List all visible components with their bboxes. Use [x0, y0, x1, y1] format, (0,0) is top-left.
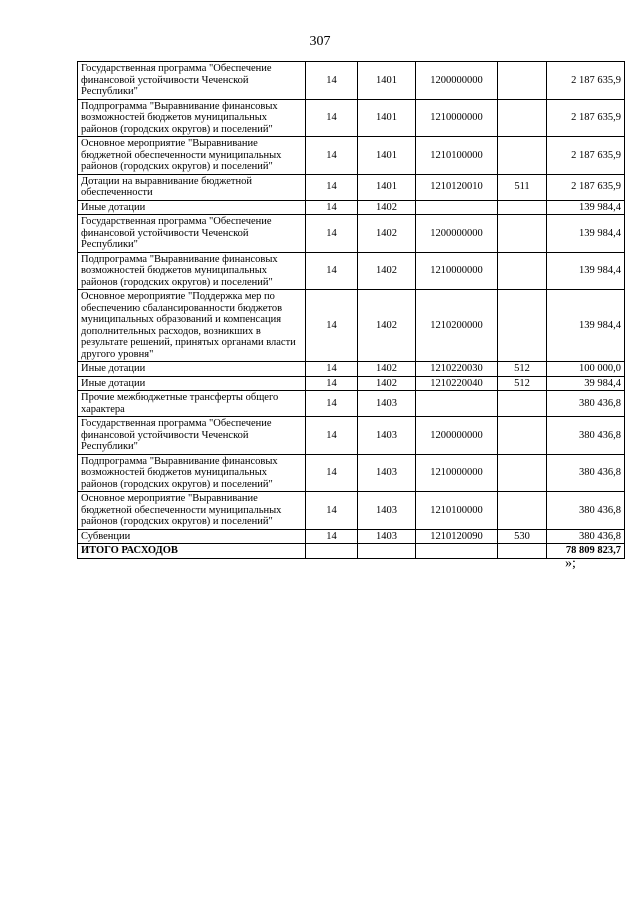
row-subsection-cell: 1402 — [358, 252, 416, 290]
row-name-cell: Иные дотации — [78, 376, 306, 391]
page-number: 307 — [309, 34, 331, 49]
table-row — [78, 99, 625, 137]
row-section-cell: 14 — [306, 391, 358, 417]
row-amount-cell: 2 187 635,9 — [547, 174, 625, 200]
row-name-cell: Государственная программа "Обеспечение финансовой устойчивости Чеченской Республики" — [78, 417, 306, 455]
table-row — [78, 417, 625, 455]
row-section-cell: 14 — [306, 454, 358, 492]
row-amount-cell: 2 187 635,9 — [547, 137, 625, 175]
row-expense-type-cell — [498, 492, 547, 530]
table-row — [78, 492, 625, 530]
row-expense-type-cell — [498, 391, 547, 417]
row-section-cell: 14 — [306, 376, 358, 391]
row-amount-cell: 380 436,8 — [547, 417, 625, 455]
table-row — [78, 290, 625, 362]
row-subsection-cell: 1402 — [358, 200, 416, 215]
table-row — [78, 62, 625, 100]
row-subsection-cell: 1401 — [358, 174, 416, 200]
row-name-cell: Государственная программа "Обеспечение финансовой устойчивости Чеченской Республики" — [78, 62, 306, 100]
total-sum: 78 809 823,7 — [547, 544, 625, 559]
table-row — [78, 137, 625, 175]
row-section-cell: 14 — [306, 99, 358, 137]
row-subsection-cell: 1402 — [358, 376, 416, 391]
row-amount-cell: 100 000,0 — [547, 362, 625, 377]
row-name-cell: Дотации на выравнивание бюджетной обеспеченности — [78, 174, 306, 200]
total-label: ИТОГО РАСХОДОВ — [78, 544, 306, 559]
row-section-cell: 14 — [306, 252, 358, 290]
row-target-article-cell: 1210100000 — [416, 137, 498, 175]
row-expense-type-cell: 512 — [498, 376, 547, 391]
row-subsection-cell: 1401 — [358, 137, 416, 175]
row-subsection-cell: 1402 — [358, 362, 416, 377]
row-target-article-cell: 1210000000 — [416, 454, 498, 492]
row-expense-type-cell — [498, 454, 547, 492]
row-target-article-cell: 1210000000 — [416, 99, 498, 137]
row-amount-cell: 2 187 635,9 — [547, 99, 625, 137]
row-section-cell: 14 — [306, 215, 358, 253]
row-section-cell: 14 — [306, 62, 358, 100]
row-name-cell: Подпрограмма "Выравнивание финансовых возможностей бюджетов муниципальных районов (городских округов) и поселений" — [78, 454, 306, 492]
table-row — [78, 362, 625, 377]
table-row — [78, 454, 625, 492]
table-row — [78, 174, 625, 200]
row-section-cell: 14 — [306, 492, 358, 530]
row-subsection-cell: 1403 — [358, 391, 416, 417]
row-target-article-cell: 1200000000 — [416, 417, 498, 455]
row-expense-type-cell — [498, 417, 547, 455]
row-expense-type-cell: 511 — [498, 174, 547, 200]
row-subsection-cell: 1403 — [358, 492, 416, 530]
row-target-article-cell: 1210200000 — [416, 290, 498, 362]
row-name-cell: Иные дотации — [78, 200, 306, 215]
row-amount-cell: 39 984,4 — [547, 376, 625, 391]
table-body — [78, 62, 625, 559]
row-name-cell: Подпрограмма "Выравнивание финансовых возможностей бюджетов муниципальных районов (городских округов) и поселений" — [78, 252, 306, 290]
row-section-cell: 14 — [306, 200, 358, 215]
row-expense-type-cell — [498, 99, 547, 137]
row-name-cell: Основное мероприятие "Поддержка мер по обеспечению сбалансированности бюджетов муниципальных образований и компенсация дополнительных расходов, возникших в результате решений, принятых органами власти другого уровня" — [78, 290, 306, 362]
row-amount-cell: 2 187 635,9 — [547, 62, 625, 100]
row-name-cell: Подпрограмма "Выравнивание финансовых возможностей бюджетов муниципальных районов (городских округов) и поселений" — [78, 99, 306, 137]
row-amount-cell: 380 436,8 — [547, 454, 625, 492]
closing-mark: »; — [565, 556, 576, 571]
row-subsection-cell: 1401 — [358, 62, 416, 100]
row-target-article-cell: 1200000000 — [416, 62, 498, 100]
row-section-cell: 14 — [306, 362, 358, 377]
row-amount-cell: 139 984,4 — [547, 290, 625, 362]
table-row — [78, 529, 625, 544]
row-expense-type-cell — [498, 215, 547, 253]
table-row — [78, 200, 625, 215]
row-subsection-cell: 1401 — [358, 99, 416, 137]
row-target-article-cell — [416, 391, 498, 417]
row-name-cell: Основное мероприятие "Выравнивание бюджетной обеспеченности муниципальных районов (городских округов) и поселений" — [78, 137, 306, 175]
row-target-article-cell: 1210100000 — [416, 492, 498, 530]
row-target-article-cell: 1210000000 — [416, 252, 498, 290]
row-expense-type-cell: 530 — [498, 529, 547, 544]
row-expense-type-cell: 512 — [498, 362, 547, 377]
row-target-article-cell: 1200000000 — [416, 215, 498, 253]
row-name-cell: Прочие межбюджетные трансферты общего характера — [78, 391, 306, 417]
row-name-cell: Основное мероприятие "Выравнивание бюджетной обеспеченности муниципальных районов (городских округов) и поселений" — [78, 492, 306, 530]
table-row — [78, 376, 625, 391]
table-row — [78, 391, 625, 417]
row-name-cell: Субвенции — [78, 529, 306, 544]
row-amount-cell: 380 436,8 — [547, 391, 625, 417]
row-subsection-cell: 1403 — [358, 529, 416, 544]
row-section-cell: 14 — [306, 529, 358, 544]
row-subsection-cell: 1403 — [358, 417, 416, 455]
row-name-cell: Государственная программа "Обеспечение финансовой устойчивости Чеченской Республики" — [78, 215, 306, 253]
row-expense-type-cell — [498, 62, 547, 100]
row-target-article-cell: 1210220030 — [416, 362, 498, 377]
row-target-article-cell: 1210220040 — [416, 376, 498, 391]
row-amount-cell: 380 436,8 — [547, 492, 625, 530]
row-amount-cell: 380 436,8 — [547, 529, 625, 544]
row-amount-cell: 139 984,4 — [547, 215, 625, 253]
row-expense-type-cell — [498, 290, 547, 362]
total-row — [78, 544, 625, 559]
table-row — [78, 252, 625, 290]
expenditure-table — [77, 61, 625, 559]
row-subsection-cell: 1402 — [358, 290, 416, 362]
table-row — [78, 215, 625, 253]
row-expense-type-cell — [498, 200, 547, 215]
row-section-cell: 14 — [306, 137, 358, 175]
row-subsection-cell: 1402 — [358, 215, 416, 253]
row-section-cell: 14 — [306, 290, 358, 362]
row-amount-cell: 139 984,4 — [547, 200, 625, 215]
row-target-article-cell: 1210120090 — [416, 529, 498, 544]
row-subsection-cell: 1403 — [358, 454, 416, 492]
row-target-article-cell — [416, 200, 498, 215]
row-target-article-cell: 1210120010 — [416, 174, 498, 200]
row-amount-cell: 139 984,4 — [547, 252, 625, 290]
row-expense-type-cell — [498, 252, 547, 290]
row-expense-type-cell — [498, 137, 547, 175]
row-name-cell: Иные дотации — [78, 362, 306, 377]
row-section-cell: 14 — [306, 417, 358, 455]
row-section-cell: 14 — [306, 174, 358, 200]
